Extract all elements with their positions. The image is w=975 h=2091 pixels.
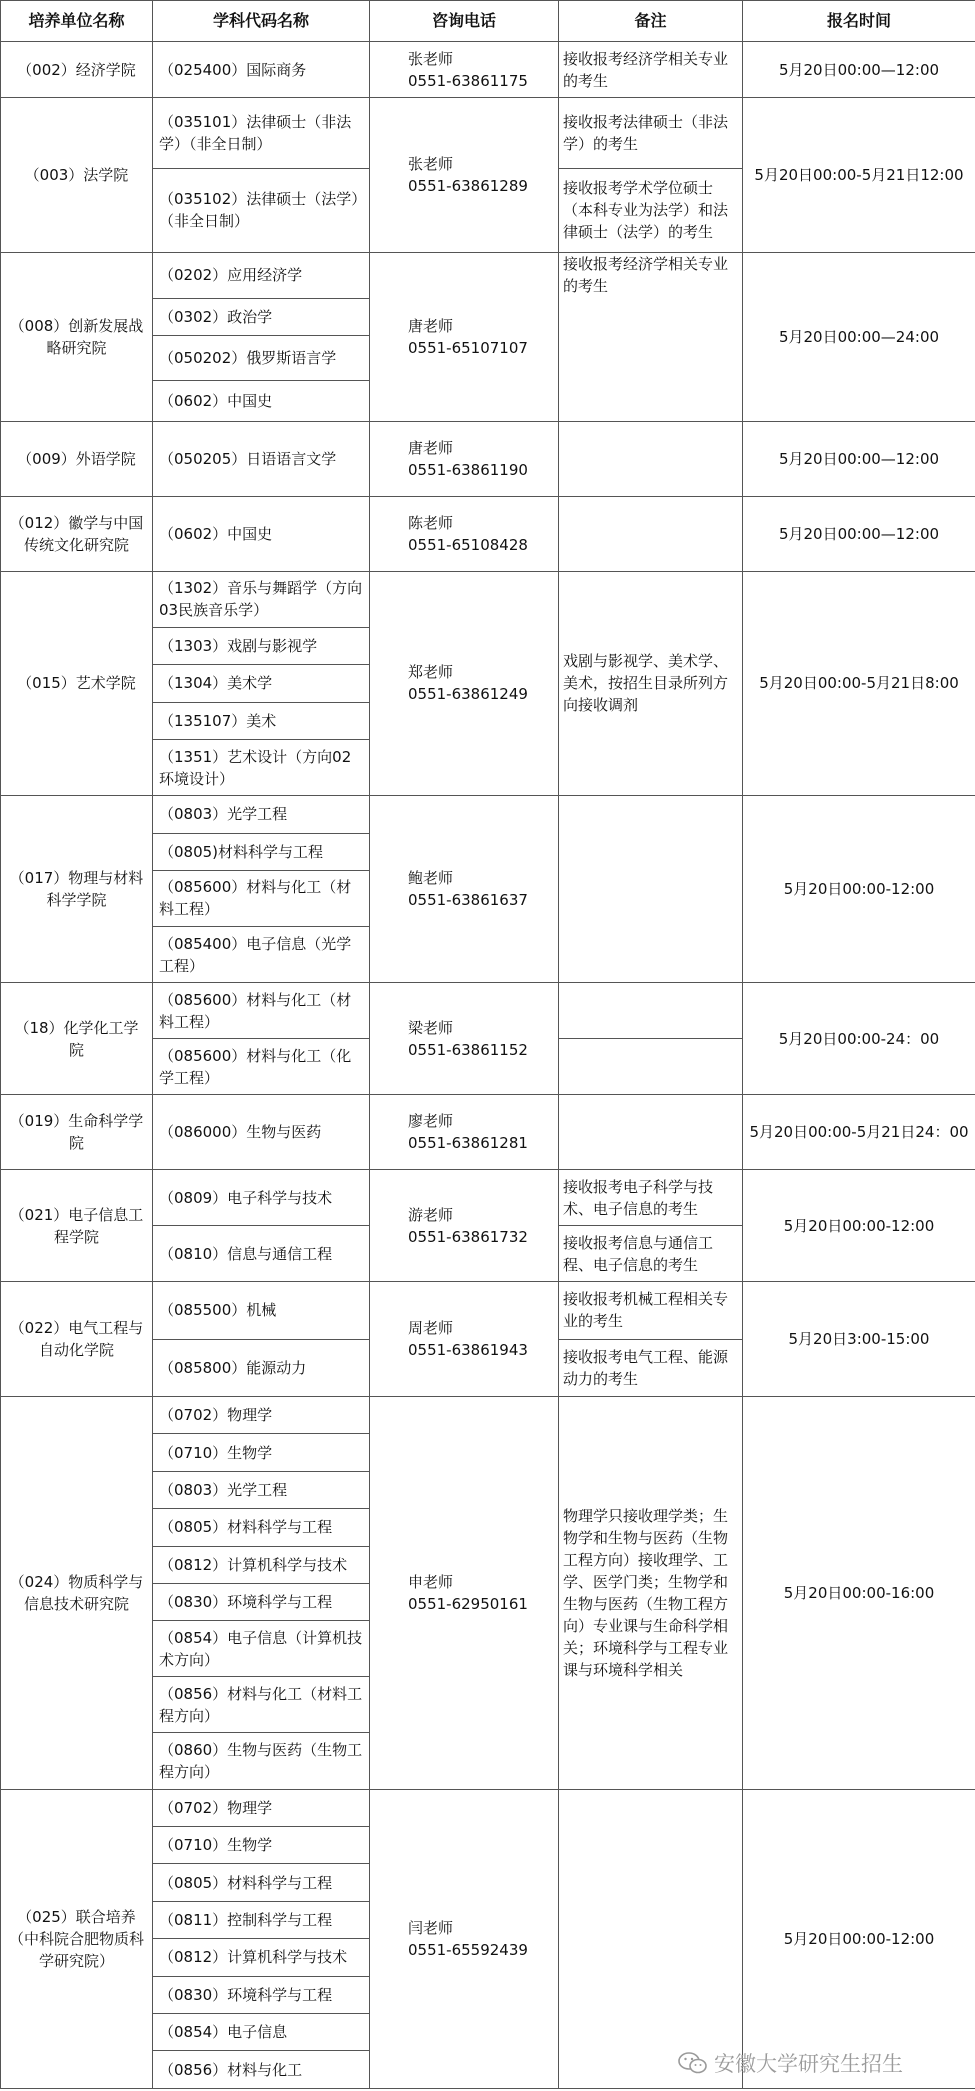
subject-cell: （0803）光学工程 bbox=[153, 796, 370, 833]
phone-contact-name: 郑老师 bbox=[408, 663, 454, 682]
time-cell: 5月20日00:00—12:00 bbox=[743, 422, 975, 497]
note-cell bbox=[559, 496, 743, 571]
subject-cell: （085600）材料与化工（化学工程） bbox=[153, 1039, 370, 1095]
subject-cell: （085500）机械 bbox=[153, 1282, 370, 1339]
table-row bbox=[1, 252, 975, 298]
time-cell: 5月20日00:00-24：00 bbox=[743, 983, 975, 1095]
subject-cell: （0854）电子信息（计算机技术方向） bbox=[153, 1621, 370, 1677]
time-cell: 5月20日00:00-5月21日8:00 bbox=[743, 571, 975, 795]
phone-contact-name: 张老师 bbox=[408, 154, 454, 173]
subject-cell: （0830）环境科学与工程 bbox=[153, 1976, 370, 2013]
table-row bbox=[1, 1789, 975, 1826]
subject-cell: （0860）生物与医药（生物工程方向） bbox=[153, 1733, 370, 1789]
subject-cell: （0856）材料与化工（材料工程方向） bbox=[153, 1677, 370, 1733]
table-row bbox=[1, 496, 975, 571]
phone-cell bbox=[370, 422, 559, 497]
unit-cell: （008）创新发展战略研究院 bbox=[1, 252, 153, 422]
unit-cell: （009）外语学院 bbox=[1, 422, 153, 497]
subject-cell: （135107）美术 bbox=[153, 702, 370, 739]
phone-number: 0551-63861943 bbox=[408, 1341, 528, 1360]
phone-contact-name: 游老师 bbox=[408, 1205, 454, 1224]
subject-cell: （085600）材料与化工（材料工程） bbox=[153, 983, 370, 1039]
subject-cell: （0702）物理学 bbox=[153, 1789, 370, 1826]
table-header-row bbox=[1, 1, 975, 42]
phone-number: 0551-63861190 bbox=[408, 461, 528, 480]
subject-cell: （0812）计算机科学与技术 bbox=[153, 1939, 370, 1976]
subject-cell: （085400）电子信息（光学工程） bbox=[153, 927, 370, 983]
table-row bbox=[1, 1282, 975, 1339]
unit-cell: （025）联合培养（中科院合肥物质科学研究院） bbox=[1, 1789, 153, 2088]
phone-contact-name: 陈老师 bbox=[408, 513, 454, 532]
phone-contact-name: 廖老师 bbox=[408, 1112, 454, 1131]
unit-cell: （021）电子信息工程学院 bbox=[1, 1170, 153, 1282]
subject-cell: （0805）材料科学与工程 bbox=[153, 1509, 370, 1546]
phone-contact-name: 周老师 bbox=[408, 1319, 454, 1338]
note-cell: 接收报考电子科学与技术、电子信息的考生 bbox=[559, 1170, 743, 1226]
phone-number: 0551-63861289 bbox=[408, 176, 528, 195]
phone-cell bbox=[370, 1095, 559, 1170]
table-row bbox=[1, 422, 975, 497]
phone-number: 0551-65107107 bbox=[408, 338, 528, 357]
unit-cell: （019）生命科学学院 bbox=[1, 1095, 153, 1170]
unit-cell: （017）物理与材料科学学院 bbox=[1, 796, 153, 983]
table-row bbox=[1, 1095, 975, 1170]
note-cell: 接收报考信息与通信工程、电子信息的考生 bbox=[559, 1226, 743, 1282]
phone-number: 0551-63861175 bbox=[408, 71, 528, 90]
table-row bbox=[1, 1396, 975, 1433]
phone-cell bbox=[370, 983, 559, 1095]
subject-cell: （0810）信息与通信工程 bbox=[153, 1226, 370, 1282]
subject-cell: （050202）俄罗斯语言学 bbox=[153, 336, 370, 381]
note-cell: 接收报考电气工程、能源动力的考生 bbox=[559, 1339, 743, 1396]
phone-contact-name: 唐老师 bbox=[408, 439, 454, 458]
phone-cell bbox=[370, 796, 559, 983]
subject-cell: （0702）物理学 bbox=[153, 1396, 370, 1433]
phone-number: 0551-65592439 bbox=[408, 1940, 528, 1959]
note-cell bbox=[559, 983, 743, 1039]
subject-cell: （050205）日语语言文学 bbox=[153, 422, 370, 497]
subject-cell: （025400）国际商务 bbox=[153, 42, 370, 98]
phone-contact-name: 申老师 bbox=[408, 1572, 454, 1591]
phone-contact-name: 鲍老师 bbox=[408, 869, 454, 888]
wechat-icon bbox=[678, 2051, 708, 2075]
phone-contact-name: 张老师 bbox=[408, 49, 454, 68]
note-cell bbox=[559, 422, 743, 497]
note-cell: 物理学只接收理学类；生物学和生物与医药（生物工程方向）接收理学、工学、医学门类；生物学和生物与医药（生物工程方向）专业课与生命科学相关；环境科学与工程专业课与环境科学相关 bbox=[559, 1396, 743, 1789]
phone-number: 0551-63861281 bbox=[408, 1134, 528, 1153]
header-time: 报名时间 bbox=[743, 1, 975, 42]
table-row bbox=[1, 571, 975, 627]
note-cell bbox=[559, 1095, 743, 1170]
phone-cell bbox=[370, 1396, 559, 1789]
subject-cell: （0302）政治学 bbox=[153, 298, 370, 335]
phone-contact-name: 唐老师 bbox=[408, 316, 454, 335]
header-subject: 学科代码名称 bbox=[153, 1, 370, 42]
phone-number: 0551-63861637 bbox=[408, 891, 528, 910]
time-cell: 5月20日00:00—24:00 bbox=[743, 252, 975, 422]
subject-cell: （085800）能源动力 bbox=[153, 1339, 370, 1396]
time-cell: 5月20日00:00-12:00 bbox=[743, 1170, 975, 1282]
subject-cell: （0812）计算机科学与技术 bbox=[153, 1546, 370, 1583]
watermark bbox=[678, 2048, 903, 2078]
time-cell: 5月20日00:00-12:00 bbox=[743, 1789, 975, 2088]
phone-contact-name: 闫老师 bbox=[408, 1918, 454, 1937]
subject-cell: （035101）法律硕士（非法学）（非全日制） bbox=[153, 98, 370, 169]
phone-cell bbox=[370, 1170, 559, 1282]
subject-cell: （0809）电子科学与技术 bbox=[153, 1170, 370, 1226]
phone-number: 0551-63861152 bbox=[408, 1040, 528, 1059]
unit-cell: （022）电气工程与自动化学院 bbox=[1, 1282, 153, 1397]
table-row bbox=[1, 796, 975, 833]
subject-cell: （1304）美术学 bbox=[153, 665, 370, 702]
note-cell: 接收报考学术学位硕士（本科专业为法学）和法律硕士（法学）的考生 bbox=[559, 169, 743, 253]
subject-cell: （035102）法律硕士（法学）（非全日制） bbox=[153, 169, 370, 253]
phone-cell bbox=[370, 252, 559, 422]
header-phone: 咨询电话 bbox=[370, 1, 559, 42]
note-cell: 接收报考经济学相关专业的考生 bbox=[559, 252, 743, 422]
note-cell bbox=[559, 796, 743, 983]
phone-cell bbox=[370, 98, 559, 253]
phone-cell bbox=[370, 1282, 559, 1397]
phone-number: 0551-63861249 bbox=[408, 685, 528, 704]
subject-cell: （0602）中国史 bbox=[153, 381, 370, 422]
subject-cell: （0805)材料科学与工程 bbox=[153, 833, 370, 870]
header-note: 备注 bbox=[559, 1, 743, 42]
table-row bbox=[1, 98, 975, 169]
table-row bbox=[1, 1170, 975, 1226]
subject-cell: （086000）生物与医药 bbox=[153, 1095, 370, 1170]
time-cell: 5月20日00:00—12:00 bbox=[743, 496, 975, 571]
unit-cell: （003）法学院 bbox=[1, 98, 153, 253]
table-row bbox=[1, 42, 975, 98]
note-cell: 戏剧与影视学、美术学、美术，按招生目录所列方向接收调剂 bbox=[559, 571, 743, 795]
subject-cell: （0854）电子信息 bbox=[153, 2013, 370, 2050]
phone-cell bbox=[370, 42, 559, 98]
phone-number: 0551-65108428 bbox=[408, 535, 528, 554]
subject-cell: （0710）生物学 bbox=[153, 1434, 370, 1471]
unit-cell: （015）艺术学院 bbox=[1, 571, 153, 795]
phone-cell bbox=[370, 1789, 559, 2088]
note-cell bbox=[559, 1789, 743, 2088]
phone-cell bbox=[370, 571, 559, 795]
subject-cell: （0710）生物学 bbox=[153, 1826, 370, 1863]
subject-cell: （1302）音乐与舞蹈学（方向03民族音乐学） bbox=[153, 571, 370, 627]
time-cell: 5月20日00:00-16:00 bbox=[743, 1396, 975, 1789]
subject-cell: （0811）控制科学与工程 bbox=[153, 1901, 370, 1938]
unit-cell: （18）化学化工学院 bbox=[1, 983, 153, 1095]
table-body bbox=[1, 42, 975, 2089]
phone-number: 0551-63861732 bbox=[408, 1227, 528, 1246]
note-cell bbox=[559, 1039, 743, 1095]
watermark-text: 安徽大学研究生招生 bbox=[714, 2052, 903, 2076]
unit-cell: （012）徽学与中国传统文化研究院 bbox=[1, 496, 153, 571]
unit-cell: （002）经济学院 bbox=[1, 42, 153, 98]
subject-cell: （0602）中国史 bbox=[153, 496, 370, 571]
time-cell: 5月20日00:00-5月21日24：00 bbox=[743, 1095, 975, 1170]
note-cell: 接收报考法律硕士（非法学）的考生 bbox=[559, 98, 743, 169]
table-row bbox=[1, 983, 975, 1039]
phone-number: 0551-62950161 bbox=[408, 1594, 528, 1613]
subject-cell: （085600）材料与化工（材料工程） bbox=[153, 870, 370, 926]
time-cell: 5月20日3:00-15:00 bbox=[743, 1282, 975, 1397]
time-cell: 5月20日00:00-5月21日12:00 bbox=[743, 98, 975, 253]
subject-cell: （1303）戏剧与影视学 bbox=[153, 627, 370, 664]
subject-cell: （0856）材料与化工 bbox=[153, 2051, 370, 2089]
time-cell: 5月20日00:00-12:00 bbox=[743, 796, 975, 983]
note-cell: 接收报考经济学相关专业的考生 bbox=[559, 42, 743, 98]
phone-contact-name: 梁老师 bbox=[408, 1018, 454, 1037]
subject-cell: （0805）材料科学与工程 bbox=[153, 1864, 370, 1901]
subject-cell: （0803）光学工程 bbox=[153, 1471, 370, 1508]
header-unit: 培养单位名称 bbox=[1, 1, 153, 42]
subject-cell: （0202）应用经济学 bbox=[153, 252, 370, 298]
unit-cell: （024）物质科学与信息技术研究院 bbox=[1, 1396, 153, 1789]
note-cell: 接收报考机械工程相关专业的考生 bbox=[559, 1282, 743, 1339]
subject-cell: （1351）艺术设计（方向02环境设计） bbox=[153, 740, 370, 796]
subject-cell: （0830）环境科学与工程 bbox=[153, 1583, 370, 1620]
phone-cell bbox=[370, 496, 559, 571]
time-cell: 5月20日00:00—12:00 bbox=[743, 42, 975, 98]
